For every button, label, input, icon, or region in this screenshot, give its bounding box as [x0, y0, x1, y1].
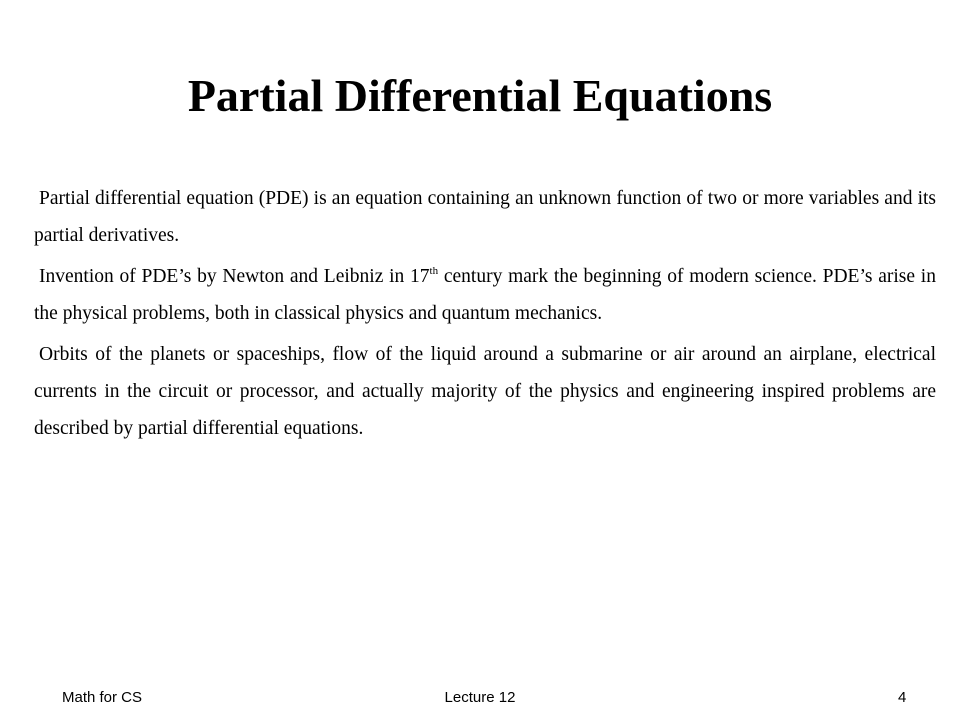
paragraph-pde-history: [34, 258, 936, 332]
footer-course: Math for CS: [62, 689, 143, 706]
paragraph-pde-definition: Partial differential equation (PDE) is an equation containing an unknown function of two or more variables and its partial derivatives.: [34, 188, 936, 246]
superscript-ordinal: th: [429, 265, 439, 277]
paragraph-text: century mark the beginning of modern science. PDE’s arise in the physical problems, both in classical physics and quantum mechanics.: [34, 266, 936, 324]
footer-lecture: Lecture 12: [444, 689, 516, 706]
slide-body: [34, 180, 936, 451]
slide-title: Partial Differential Equations: [187, 70, 773, 121]
footer-page-number: 4: [898, 689, 907, 706]
paragraph-text: Invention of PDE’s by Newton and Leibniz in 17: [39, 266, 430, 287]
paragraph-pde-applications: Orbits of the planets or spaceships, flow of the liquid around a submarine or air around an airplane, electrical currents in the circuit or processor, and actually majority of the physics and engineering inspired problems are described by partial differential equations.: [34, 344, 936, 439]
